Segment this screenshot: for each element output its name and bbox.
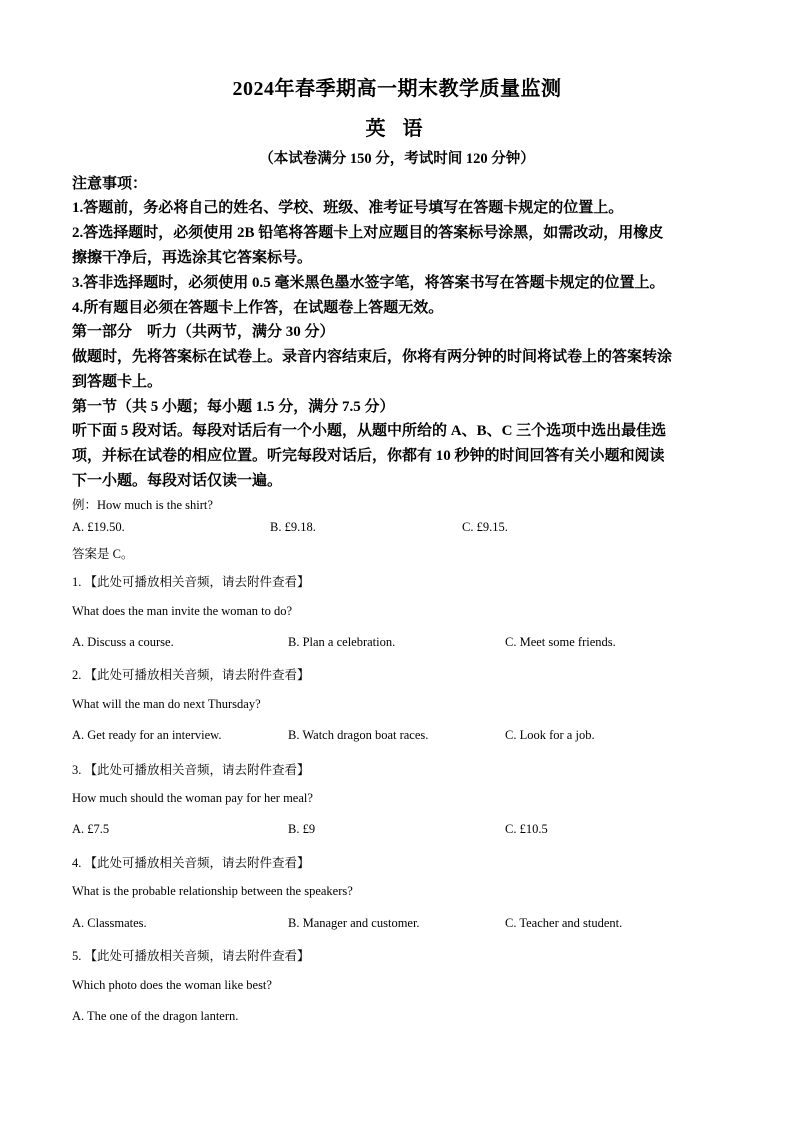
instruction-item: 1.答题前，务必将自己的姓名、学校、班级、准考证号填写在答题卡规定的位置上。 xyxy=(72,200,624,216)
option-b: B. Plan a celebration. xyxy=(288,635,396,649)
section1-desc: 下一小题。每段对话仅读一遍。 xyxy=(72,473,283,489)
option-b: B. Manager and customer. xyxy=(288,916,420,930)
page-title: 2024年春季期高一期末教学质量监测 xyxy=(232,78,562,100)
question-text: Which photo does the woman like best? xyxy=(72,978,272,992)
audio-marker[interactable]: 3. 【此处可播放相关音频，请去附件查看】 xyxy=(72,763,310,777)
question-text: What does the man invite the woman to do? xyxy=(72,604,293,618)
section1-desc: 项，并标在试卷的相应位置。听完每段对话后，你都有 10 秒钟的时间回答有关小题和阅读 xyxy=(72,448,665,464)
subject-title: 英 语 xyxy=(365,118,429,140)
question-text: What is the probable relationship between the speakers? xyxy=(72,884,353,898)
part1-desc: 到答题卡上。 xyxy=(72,374,163,390)
option-a: A. Classmates. xyxy=(72,916,147,930)
option-b: B. £9 xyxy=(288,822,316,836)
option-c: C. £10.5 xyxy=(505,822,548,836)
option-b: B. Watch dragon boat races. xyxy=(288,728,429,742)
audio-marker[interactable]: 4. 【此处可播放相关音频，请去附件查看】 xyxy=(72,856,310,870)
option-a: A. Discuss a course. xyxy=(72,635,174,649)
example-question: 例：How much is the shirt? xyxy=(72,498,213,512)
example-option-a: A. £19.50. xyxy=(72,520,125,534)
option-c: C. Meet some friends. xyxy=(505,635,616,649)
section1-desc: 听下面 5 段对话。每段对话后有一个小题，从题中所给的 A、B、C 三个选项中选出最佳选 xyxy=(72,423,667,439)
option-a: A. Get ready for an interview. xyxy=(72,728,222,742)
audio-marker[interactable]: 1. 【此处可播放相关音频，请去附件查看】 xyxy=(72,575,310,589)
example-option-c: C. £9.15. xyxy=(462,520,508,534)
example-answer: 答案是 C。 xyxy=(72,547,134,561)
audio-marker[interactable]: 5. 【此处可播放相关音频，请去附件查看】 xyxy=(72,949,310,963)
option-c: C. Look for a job. xyxy=(505,728,595,742)
instruction-item: 4.所有题目必须在答题卡上作答，在试题卷上答题无效。 xyxy=(72,300,444,316)
instructions-heading: 注意事项： xyxy=(72,176,148,192)
option-a: A. £7.5 xyxy=(72,822,110,836)
part1-heading: 第一部分 听力（共两节，满分 30 分） xyxy=(72,324,335,340)
instruction-item: 2.答选择题时，必须使用 2B 铅笔将答题卡上对应题目的答案标号涂黑，如需改动，用橡皮 xyxy=(72,225,664,241)
example-option-b: B. £9.18. xyxy=(270,520,316,534)
option-a: A. The one of the dragon lantern. xyxy=(72,1009,239,1023)
question-text: What will the man do next Thursday? xyxy=(72,697,261,711)
instruction-item: 擦擦干净后，再选涂其它答案标号。 xyxy=(72,250,313,266)
option-c: C. Teacher and student. xyxy=(505,916,623,930)
part1-desc: 做题时，先将答案标在试卷上。录音内容结束后，你将有两分钟的时间将试卷上的答案转涂 xyxy=(72,349,673,365)
question-text: How much should the woman pay for her meal? xyxy=(72,791,313,805)
section1-heading: 第一节（共 5 小题；每小题 1.5 分，满分 7.5 分） xyxy=(72,399,395,415)
instruction-item: 3.答非选择题时，必须使用 0.5 毫米黑色墨水签字笔，将答案书写在答题卡规定的位置上。 xyxy=(72,275,665,291)
audio-marker[interactable]: 2. 【此处可播放相关音频，请去附件查看】 xyxy=(72,668,310,682)
exam-info: （本试卷满分 150 分，考试时间 120 分钟） xyxy=(259,151,535,167)
